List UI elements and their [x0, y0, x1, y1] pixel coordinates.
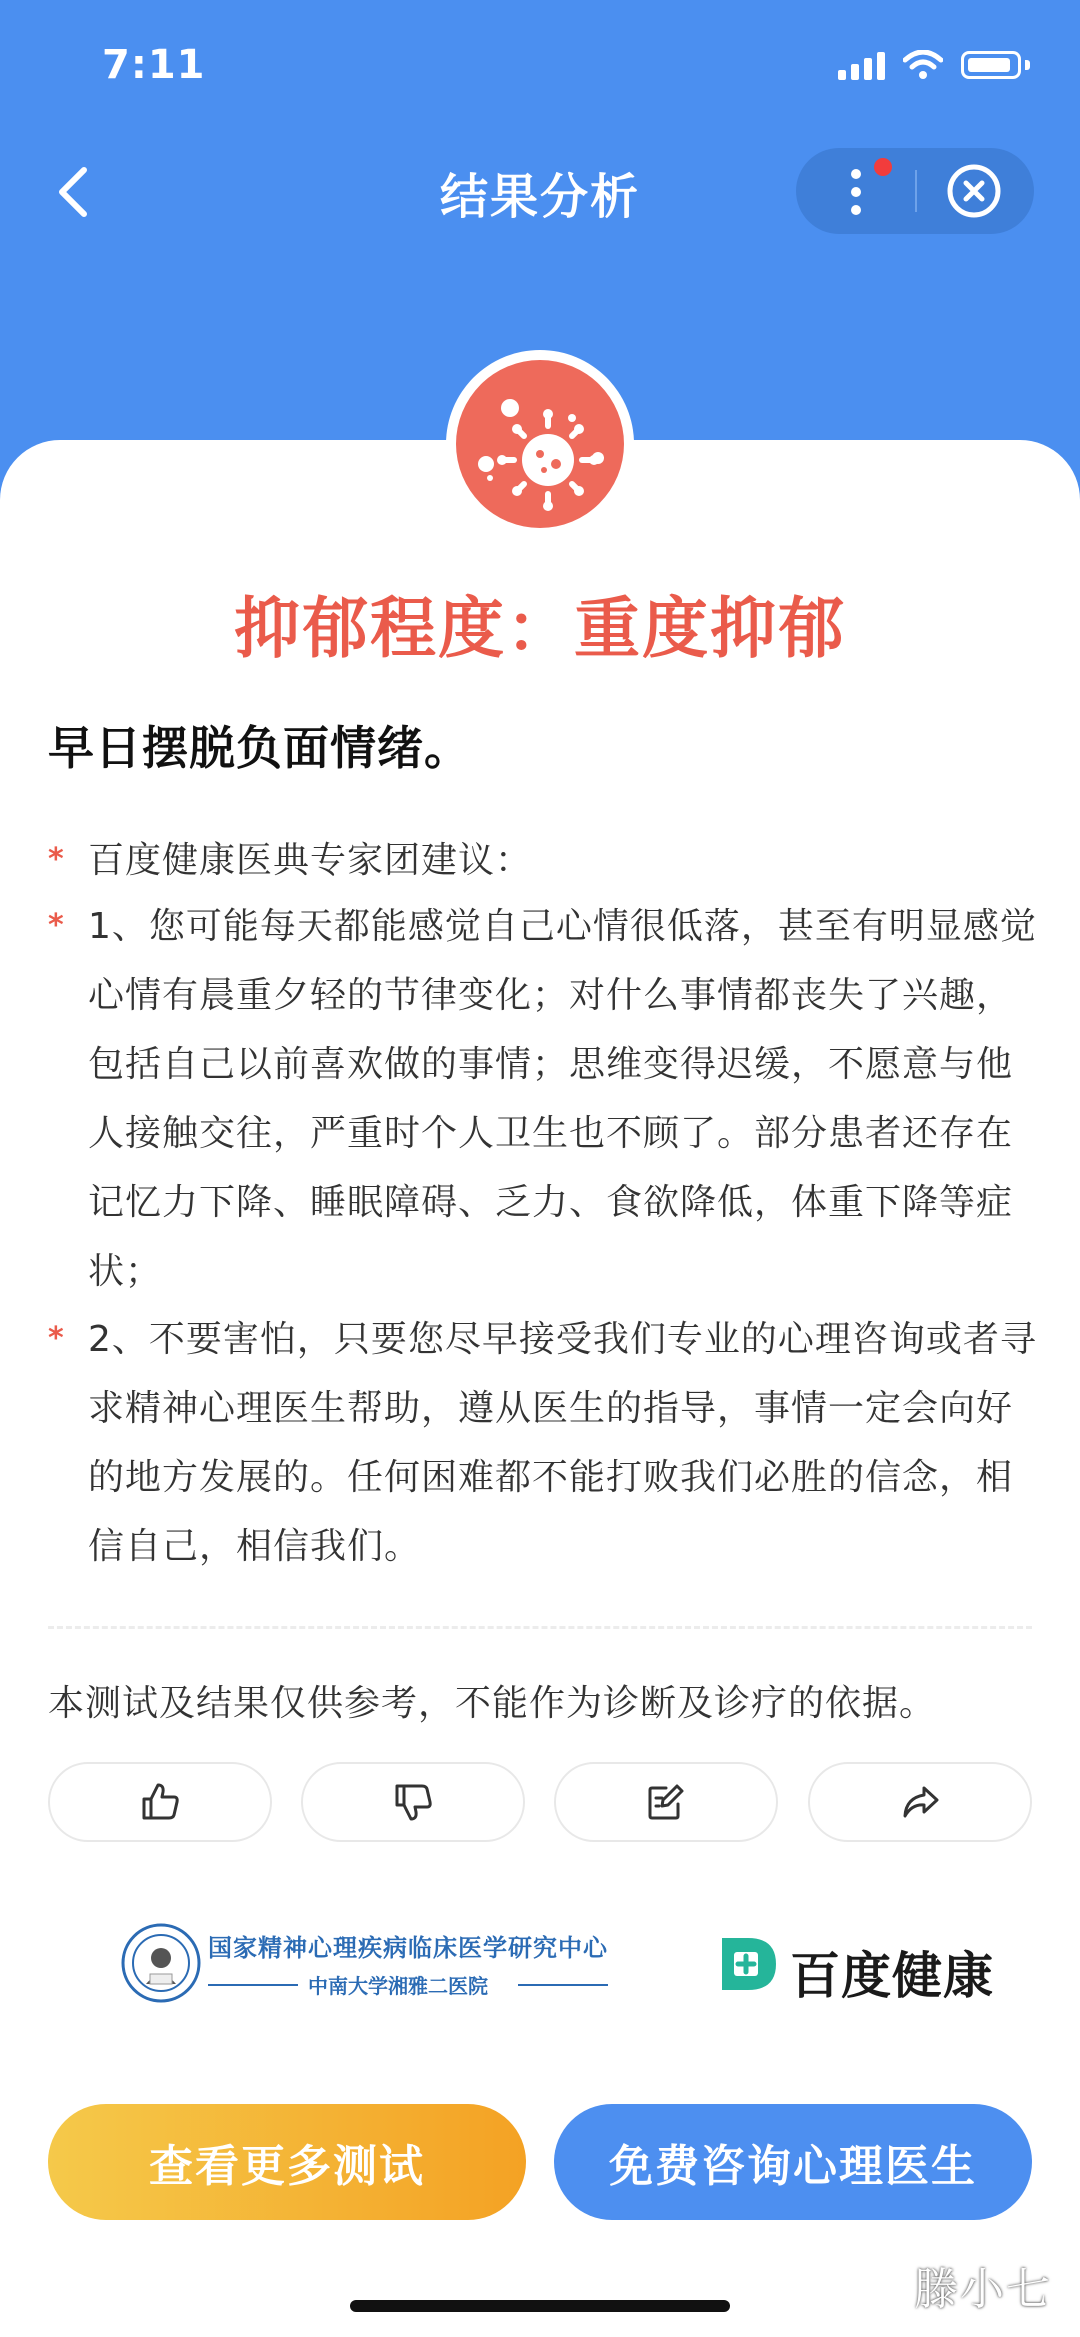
battery-icon: [961, 51, 1021, 79]
virus-icon: [456, 360, 624, 528]
star-bullet-icon: *: [48, 908, 64, 943]
advice-item: [48, 892, 1038, 1306]
result-title: 抑郁程度：重度抑郁: [234, 590, 846, 667]
result-badge: [446, 350, 634, 538]
advice-text: 百度健康医典专家团建议：: [88, 840, 533, 881]
wifi-icon: [903, 50, 943, 80]
consult-doctor-button[interactable]: 免费咨询心理医生: [554, 2104, 1032, 2220]
watermark: 滕小七: [914, 2264, 1052, 2315]
brand-name: 百度健康: [790, 1947, 994, 2005]
institution-sub: [208, 1972, 588, 2000]
institution-name: 国家精神心理疾病临床医学研究中心: [208, 1934, 608, 1962]
like-button[interactable]: [48, 1762, 272, 1842]
advice-text: 2、不要害怕，只要您尽早接受我们专业的心理咨询或者寻求精神心理医生帮助，遵从医生的指导，事情一定会向好的地方发展的。任何困难都不能打败我们必胜的信念，相信自己，相信我们。: [88, 1319, 1037, 1567]
star-bullet-icon: *: [48, 842, 64, 877]
status-icons: [838, 50, 1030, 80]
divider: [48, 1626, 1032, 1629]
star-bullet-icon: *: [48, 1321, 64, 1356]
advice-text: 1、您可能每天都能感觉自己心情很低落，甚至有明显感觉心情有晨重夕轻的节律变化；对什么事情都丧失了兴趣，包括自己以前喜欢做的事情；思维变得迟缓，不愿意与他人接触交往，严重时个人卫生也不顾了。部分患者还存在记忆力下降、睡眠障碍、乏力、食欲降低，体重下降等症状；: [88, 906, 1037, 1292]
virus-illustration: [456, 360, 624, 528]
battery-cap: [1025, 60, 1030, 70]
institution-seal-icon: [120, 1922, 202, 2004]
more-dots-icon: [796, 148, 916, 234]
share-button[interactable]: [808, 1762, 1032, 1842]
cellular-signal-icon: [838, 50, 885, 80]
institution-sub-text: 中南大学湘雅二医院: [308, 1974, 488, 1998]
more-tests-button[interactable]: 查看更多测试: [48, 2104, 526, 2220]
more-button[interactable]: [796, 148, 916, 234]
disclaimer: 本测试及结果仅供参考，不能作为诊断及诊疗的依据。: [48, 1683, 937, 1724]
baidu-health-logo-icon: [718, 1932, 782, 1996]
partner-logos: [120, 1918, 1000, 2018]
mini-program-capsule: [796, 148, 1034, 234]
notification-dot: [874, 158, 892, 176]
feedback-button[interactable]: [554, 1762, 778, 1842]
home-indicator: [350, 2300, 730, 2312]
page-title: 结果分析: [439, 169, 640, 225]
close-circle-icon: [917, 148, 1034, 234]
status-time: 7:11: [102, 42, 206, 88]
thumbs-down-icon: [391, 1780, 435, 1824]
thumbs-up-icon: [138, 1780, 182, 1824]
dislike-button[interactable]: [301, 1762, 525, 1842]
result-subtitle: 早日摆脱负面情绪。: [48, 721, 471, 775]
advice-item: [48, 826, 1038, 895]
edit-icon: [644, 1780, 688, 1824]
close-button[interactable]: [917, 148, 1034, 234]
share-icon: [898, 1780, 942, 1824]
advice-item: [48, 1305, 1038, 1581]
